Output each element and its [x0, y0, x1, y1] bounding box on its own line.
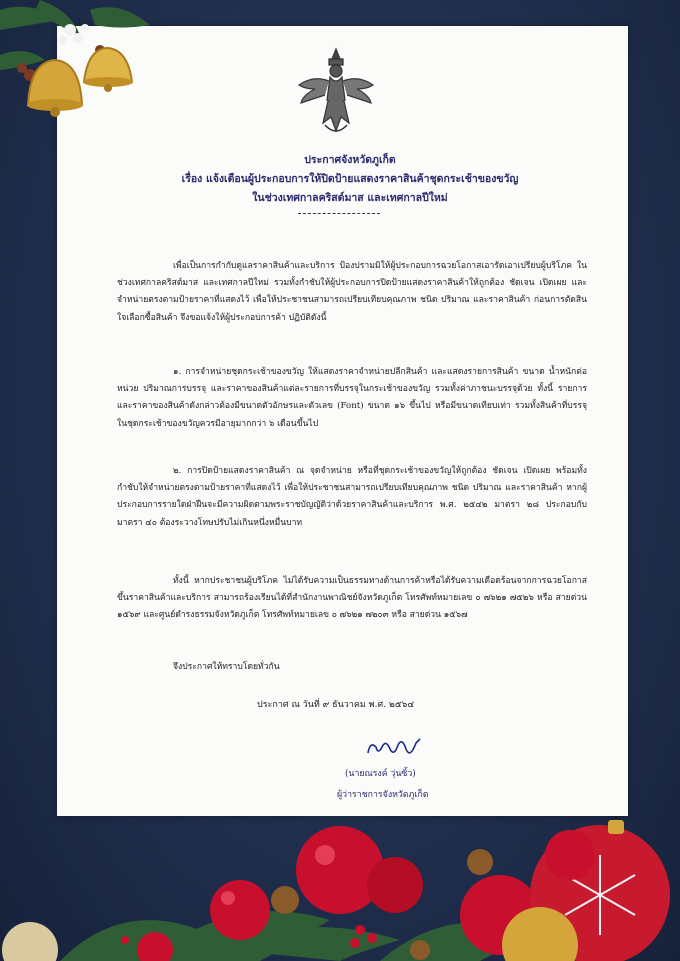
christmas-ornaments-icon: [0, 800, 680, 961]
announcement-subject: เรื่อง แจ้งเตือนผู้ประกอบการให้ปิดป้ายแสดงราคาสินค้าชุดกระเช้าของขวัญ: [181, 173, 519, 185]
announcement-subject-line2: ในช่วงเทศกาลคริสต์มาส และเทศกาลปีใหม่: [252, 192, 448, 204]
paragraph-item-1: ๑. การจำหน่ายชุดกระเช้าของขวัญ ให้แสดงราคาจำหน่ายปลีกสินค้า และแสดงรายการสินค้า ขนาด น้ำหนักต่อหน่วย ปริมาณการบรรจุ และราคาของสินค้าแต่ละรายการที่บรรจุในกระเช้าของขวัญ รวมทั้งค่าภาชนะบรรจุด้วย ทั้งนี้ รายการและราคาของสินค้าดังกล่าวต้องมีขนาดตัวอักษรและตัวเลข (Font) ขนาด ๑๖ ขึ้นไป หรือมีขนาดเทียบเท่า รวมทั้งสินค้าที่บรรจุในชุดกระเช้าของขวัญควรมีอายุมากกว่า ๖ เดือนขึ้นไป: [117, 367, 587, 429]
announcement-date: ประกาศ ณ วันที่ ๙ ธันวาคม พ.ศ. ๒๕๖๔: [257, 700, 415, 710]
paragraph-item-2: ๒. การปิดป้ายแสดงราคาสินค้า ณ จุดจำหน่าย หรือที่ชุดกระเช้าของขวัญให้ถูกต้อง ชัดเจน เปิดเผย พร้อมทั้งกำชับให้จำหน่ายตรงตามป้ายราคาที่แสดงไว้ เพื่อให้ประชาชนสามารถเปรียบเทียบคุณภาพ ชนิด ปริมาณ และราคาสินค้า หากผู้ประกอบการรายใดฝ่าฝืนจะมีความผิดตามพระราชบัญญัติว่าด้วยราคาสินค้าและบริการ พ.ศ. ๒๕๔๒ มาตรา ๒๘ ประกอบกับมาตรา ๔๐ ต้องระวางโทษปรับไม่เกินหนึ่งหมื่นบาท: [117, 466, 587, 528]
christmas-bells-icon: [0, 0, 160, 135]
paragraph-closing: จึงประกาศให้ทราบโดยทั่วกัน: [173, 662, 280, 672]
heading-divider: [298, 213, 380, 214]
garuda-emblem-icon: [295, 45, 377, 140]
announcement-heading: ประกาศจังหวัดภูเก็ต: [304, 154, 396, 166]
signature-icon: [364, 733, 424, 763]
signer-name: (นายณรงค์ วุ่นซิ้ว): [345, 769, 416, 779]
signer-title: ผู้ว่าราชการจังหวัดภูเก็ต: [337, 790, 429, 800]
paragraph-intro: เพื่อเป็นการกำกับดูแลราคาสินค้าและบริการ ป้องปรามมิให้ผู้ประกอบการฉวยโอกาสเอารัดเอาเปรียบผู้บริโภค ในช่วงเทศกาลคริสต์มาส และเทศกาลปีใหม่ รวมทั้งกำชับให้ผู้ประกอบการปิดป้ายแสดงราคาสินค้าให้ถูกต้อง ชัดเจน เปิดเผย และจำหน่ายตรงตามป้ายราคาที่แสดงไว้ เพื่อให้ประชาชนสามารถเปรียบเทียบคุณภาพ ชนิด ปริมาณ และราคาสินค้า ก่อนการตัดสินใจเลือกซื้อสินค้า จึงขอแจ้งให้ผู้ประกอบการค้า ปฏิบัติดังนี้: [117, 261, 587, 323]
paragraph-contact: ทั้งนี้ หากประชาชนผู้บริโภค ไม่ได้รับความเป็นธรรมทางด้านการค้าหรือได้รับความเดือดร้อนจากการฉวยโอกาสขึ้นราคาสินค้าและบริการ สามารถร้องเรียนได้ที่สำนักงานพาณิชย์จังหวัดภูเก็ต โทรศัพท์หมายเลข ๐ ๗๖๒๑ ๗๕๒๖ หรือ สายด่วน ๑๕๖๙ และศูนย์ดำรงธรรมจังหวัดภูเก็ต โทรศัพท์หมายเลข ๐ ๗๖๒๑ ๗๒๐๓ หรือ สายด่วน ๑๕๖๗: [117, 576, 587, 621]
